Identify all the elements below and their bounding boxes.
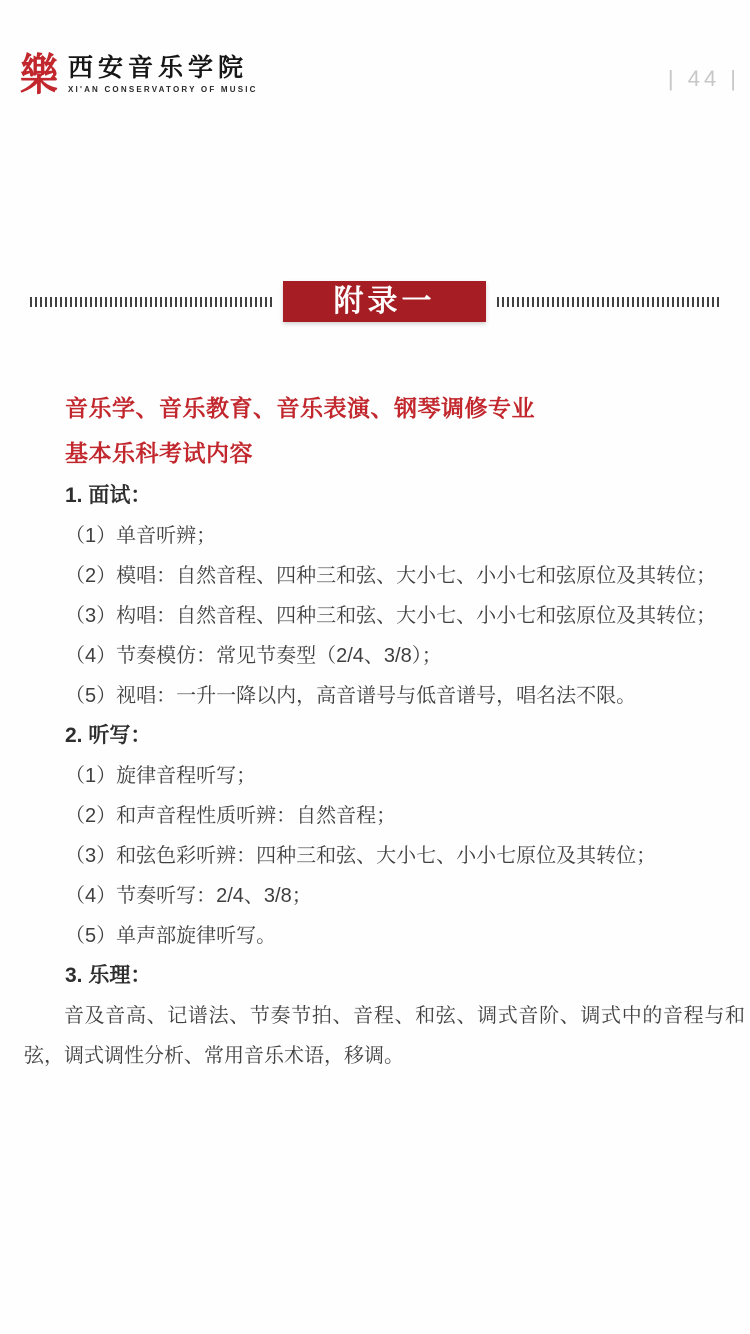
tick-rule-left — [30, 297, 272, 307]
list-item: （2）模唱：自然音程、四种三和弦、大小七、小小七和弦原位及其转位； — [65, 565, 717, 587]
doc-title-line2: 基本乐科考试内容 — [65, 440, 253, 466]
list-item: （5）视唱：一升一降以内，高音谱号与低音谱号，唱名法不限。 — [65, 685, 637, 707]
page-number: | 44 | — [667, 66, 740, 91]
section-heading-interview: 1. 面试： — [65, 484, 152, 507]
tick-rule-right — [497, 297, 721, 307]
list-item: （5）单声部旋律听写。 — [65, 925, 277, 947]
list-item: （2）和声音程性质听辨：自然音程； — [65, 805, 397, 827]
logo-text — [68, 52, 258, 94]
content — [0, 386, 750, 1076]
logo-name-english: XI'AN CONSERVATORY OF MUSIC — [68, 85, 258, 94]
doc-title-line1: 音乐学、音乐教育、音乐表演、钢琴调修专业 — [65, 395, 535, 421]
header — [20, 48, 740, 108]
appendix-banner-row — [0, 281, 750, 322]
logo-name-chinese: 西安音乐学院 — [68, 53, 249, 82]
list-item: （1）单音听辨； — [65, 525, 217, 547]
appendix-banner-label: 附录一 — [333, 284, 436, 318]
conservatory-logo — [20, 48, 258, 101]
music-seal-icon: 樂 — [20, 48, 59, 101]
section-heading-theory: 3. 乐理： — [65, 964, 152, 987]
list-item: （1）旋律音程听写； — [65, 765, 257, 787]
appendix-banner — [283, 281, 486, 322]
list-item: （3）和弦色彩听辨：四种三和弦、大小七、小小七原位及其转位； — [65, 845, 657, 867]
list-item: （3）构唱：自然音程、四种三和弦、大小七、小小七和弦原位及其转位； — [65, 605, 717, 627]
list-item: （4）节奏模仿：常见节奏型（2/4、3/8）； — [65, 645, 442, 667]
section-heading-dictation: 2. 听写： — [65, 724, 152, 747]
theory-paragraph: 音及音高、记谱法、节奏节拍、音程、和弦、调式音阶、调式中的音程与和弦，调式调性分析、常用音乐术语，移调。 — [24, 1005, 745, 1067]
list-item: （4）节奏听写：2/4、3/8； — [65, 885, 312, 907]
